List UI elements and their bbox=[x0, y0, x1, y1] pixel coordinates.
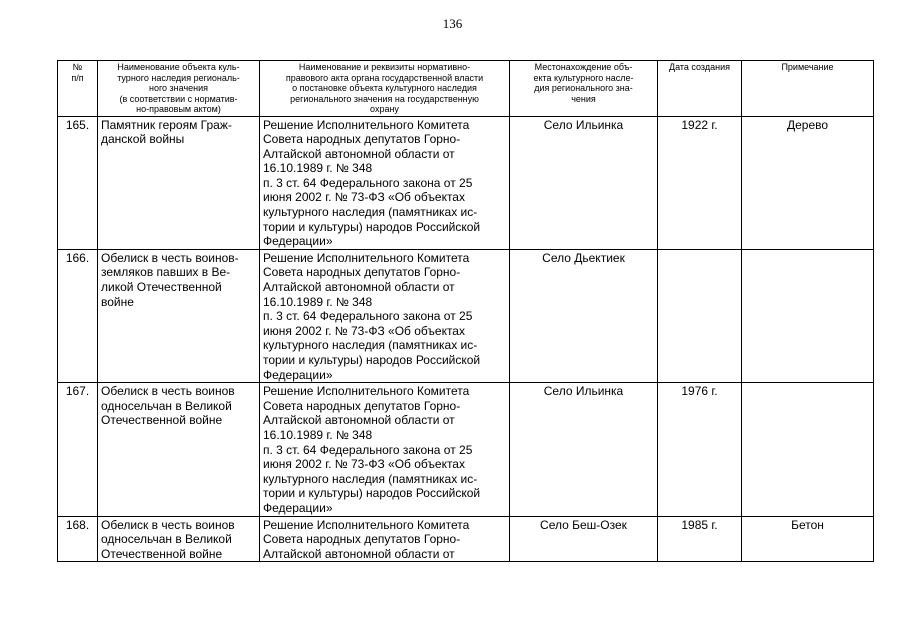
header-object-name: Наименование объекта куль- турного наследия региональ- ного значения (в соответствии с норматив- но-правовым актом) bbox=[98, 61, 260, 117]
object-note bbox=[742, 383, 874, 516]
object-name: Обелиск в честь воинов- земляков павших в Ве- ликой Отечественной войне bbox=[98, 249, 260, 382]
header-legal-act: Наименование и реквизиты нормативно- правового акта органа государственной власти о постановке объекта культурного наследия регионального значения на государственную охрану bbox=[260, 61, 510, 117]
header-creation-date: Дата создания bbox=[658, 61, 742, 117]
object-location: Село Ильинка bbox=[510, 116, 658, 249]
page-number: 136 bbox=[442, 16, 463, 31]
object-location: Село Беш-Озек bbox=[510, 516, 658, 562]
header-location: Местонахождение объ- екта культурного насле- дия регионального зна- чения bbox=[510, 61, 658, 117]
table-row bbox=[58, 116, 874, 249]
object-location: Село Ильинка bbox=[510, 383, 658, 516]
object-note: Дерево bbox=[742, 116, 874, 249]
row-number: 166. bbox=[58, 249, 98, 382]
creation-date: 1922 г. bbox=[658, 116, 742, 249]
legal-act: Решение Исполнительного Комитета Совета народных депутатов Горно- Алтайской автономной области от 16.10.1989 г. № 348 п. 3 ст. 64 Федерального закона от 25 июня 2002 г. № 73-ФЗ «Об объектах культурного наследия (памятниках ис- тории и культуры) народов Российской Федерации» bbox=[260, 249, 510, 382]
object-name: Обелиск в честь воинов односельчан в Великой Отечественной войне bbox=[98, 516, 260, 562]
row-number: 167. bbox=[58, 383, 98, 516]
row-number: 168. bbox=[58, 516, 98, 562]
object-location: Село Дьектиек bbox=[510, 249, 658, 382]
object-name: Памятник героям Граж- данской войны bbox=[98, 116, 260, 249]
table-row bbox=[58, 249, 874, 382]
creation-date: 1985 г. bbox=[658, 516, 742, 562]
object-note bbox=[742, 249, 874, 382]
creation-date: 1976 г. bbox=[658, 383, 742, 516]
object-note: Бетон bbox=[742, 516, 874, 562]
header-number: № п/п bbox=[58, 61, 98, 117]
table-row bbox=[58, 383, 874, 516]
table-header-row bbox=[58, 61, 874, 117]
legal-act: Решение Исполнительного Комитета Совета народных депутатов Горно- Алтайской автономной области от 16.10.1989 г. № 348 п. 3 ст. 64 Федерального закона от 25 июня 2002 г. № 73-ФЗ «Об объектах культурного наследия (памятниках ис- тории и культуры) народов Российской Федерации» bbox=[260, 383, 510, 516]
table-row bbox=[58, 516, 874, 562]
header-note: Примечание bbox=[742, 61, 874, 117]
row-number: 165. bbox=[58, 116, 98, 249]
heritage-registry-table bbox=[57, 60, 874, 562]
creation-date bbox=[658, 249, 742, 382]
legal-act: Решение Исполнительного Комитета Совета народных депутатов Горно- Алтайской автономной области от 16.10.1989 г. № 348 п. 3 ст. 64 Федерального закона от 25 июня 2002 г. № 73-ФЗ «Об объектах культурного наследия (памятниках ис- тории и культуры) народов Российской Федерации» bbox=[260, 116, 510, 249]
object-name: Обелиск в честь воинов односельчан в Великой Отечественной войне bbox=[98, 383, 260, 516]
legal-act: Решение Исполнительного Комитета Совета народных депутатов Горно- Алтайской автономной области от bbox=[260, 516, 510, 562]
